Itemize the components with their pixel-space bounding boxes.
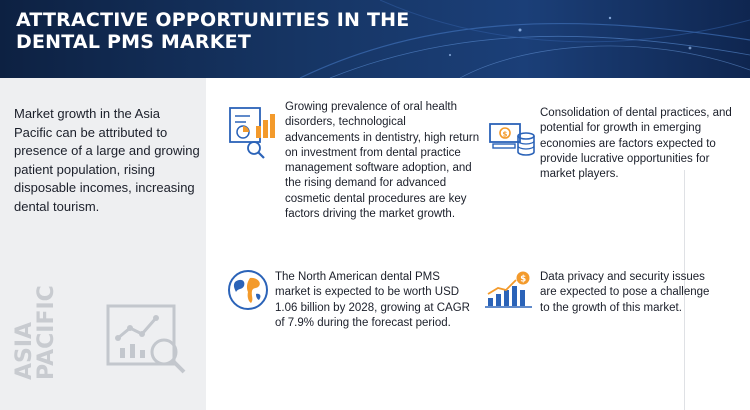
insight-drivers-text: Growing prevalence of oral health disorders, technological advancements in dentistry, high return on investment from dental practice management software adoption, and the rising demand for advanced cosmetic dental procedures are key factors driving the market growth.: [285, 101, 480, 221]
growth-chart-dollar-icon: [484, 270, 534, 310]
insights-panel: [206, 78, 750, 410]
svg-text:$: $: [502, 130, 508, 139]
insight-opportunities-text: Consolidation of dental practices, and potential for growth in emerging economies are factors expected to provide lucrative opportunities for market players.: [540, 107, 732, 181]
page-title: ATTRACTIVE OPPORTUNITIES IN THE DENTAL PMS MARKET: [16, 9, 410, 53]
analytics-board-icon: [98, 296, 198, 386]
header-banner: [0, 0, 750, 78]
analytics-magnifier-icon: [226, 104, 282, 160]
region-label-line2: PACIFIC: [34, 285, 59, 380]
region-description: Market growth in the Asia Pacific can be attributed to presence of a large and growing patient population, rising disposable incomes, increasing dental tourism.: [14, 106, 200, 214]
money-coins-icon: [488, 118, 536, 160]
region-label-line1: ASIA: [12, 321, 37, 380]
insight-north-america-text: The North American dental PMS market is expected to be worth USD 1.06 billion by 2028, growing at CAGR of 7.9% during the forecast period.: [275, 271, 470, 329]
globe-icon: [226, 268, 270, 312]
insight-challenges-text: Data privacy and security issues are expected to pose a challenge to the growth of this market.: [540, 271, 710, 314]
region-panel: [0, 78, 206, 410]
svg-text:$: $: [520, 274, 527, 285]
region-label: [14, 280, 58, 380]
